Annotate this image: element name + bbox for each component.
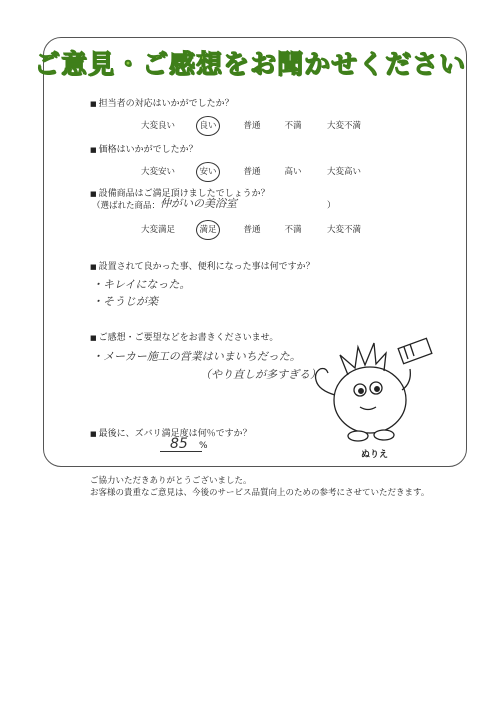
- selection-circle: [196, 220, 220, 240]
- answer-benefit-1[interactable]: ・キレイになった。: [92, 278, 191, 291]
- answer-feedback-2[interactable]: （やり直しが多すぎる）: [200, 368, 321, 381]
- option-very-expensive[interactable]: 大変高い: [326, 167, 362, 177]
- option-very-dissatisfied[interactable]: 大変不満: [326, 225, 362, 235]
- question-staff-response: ■ 担当者の対応はいかがでしたか？: [90, 96, 234, 109]
- option-dissatisfied[interactable]: 不満: [284, 225, 302, 235]
- selection-circle: [196, 162, 220, 182]
- option-normal[interactable]: 普通: [243, 167, 261, 177]
- selected-product-label: （選ばれた商品：: [92, 201, 161, 211]
- survey-title: ご意見・ご感想をお聞かせください: [33, 50, 466, 80]
- close-paren: ）: [327, 201, 336, 211]
- option-good[interactable]: 良い: [199, 121, 217, 131]
- question-feedback: ■ ご感想・ご要望などをお書きくださいませ。: [90, 330, 278, 343]
- options-product-satisfaction: [0, 223, 500, 237]
- option-very-cheap[interactable]: 大変安い: [140, 167, 176, 177]
- question-satisfaction-percent: ■ 最後に、ズバリ満足度は何％ですか？: [90, 426, 252, 439]
- options-staff-response: [0, 119, 500, 133]
- option-normal[interactable]: 普通: [243, 121, 261, 131]
- selected-product-value[interactable]: 仲がいの美浴室: [160, 197, 237, 210]
- footer-note: お客様の貴重なご意見は、今後のサービス品質向上のための参考にさせていただきます。: [90, 488, 430, 498]
- question-product-satisfaction: ■ 設備商品はご満足頂けましたでしょうか？: [90, 186, 270, 199]
- option-satisfied[interactable]: 満足: [199, 225, 217, 235]
- footer-thanks: ご協力いただきありがとうございました。: [90, 476, 252, 486]
- option-dissatisfied[interactable]: 不満: [284, 121, 302, 131]
- selection-circle: [196, 116, 220, 136]
- question-benefits: ■ 設置されて良かった事、便利になった事は何ですか？: [90, 259, 315, 272]
- mascot-illustration: [300, 335, 450, 450]
- option-normal[interactable]: 普通: [243, 225, 261, 235]
- answer-satisfaction-percent[interactable]: 85: [170, 436, 188, 452]
- percent-underline: [160, 451, 202, 452]
- answer-benefit-2[interactable]: ・そうじが楽: [92, 295, 158, 308]
- question-price: ■ 価格はいかがでしたか？: [90, 142, 198, 155]
- option-expensive[interactable]: 高い: [284, 167, 302, 177]
- option-cheap[interactable]: 安い: [199, 167, 217, 177]
- percent-unit: %: [199, 441, 208, 451]
- option-very-satisfied[interactable]: 大変満足: [140, 225, 176, 235]
- option-very-dissatisfied[interactable]: 大変不満: [326, 121, 362, 131]
- answer-feedback-1[interactable]: ・メーカー施工の営業はいまいちだった。: [92, 350, 301, 363]
- option-very-good[interactable]: 大変良い: [140, 121, 176, 131]
- coloring-label: ぬりえ: [361, 450, 389, 460]
- options-price: [0, 165, 500, 179]
